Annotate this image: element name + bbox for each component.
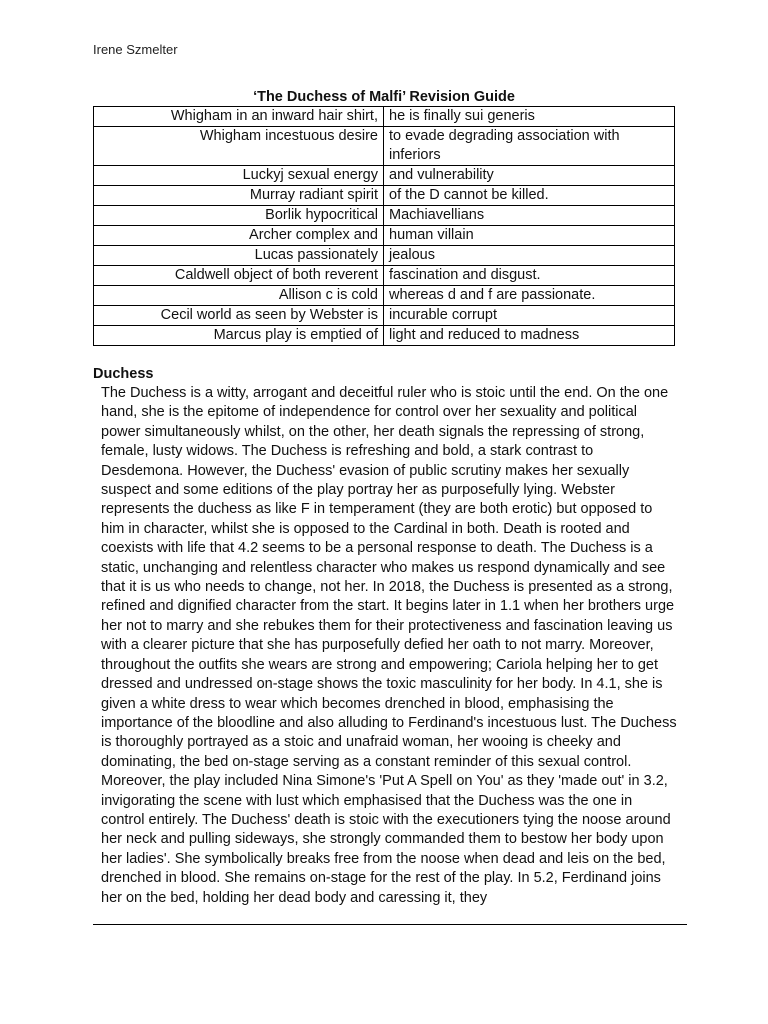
section-body-paragraph: The Duchess is a witty, arrogant and deceitful ruler who is stoic until the end. On the one hand, she is the epitome of independence for control over her sexuality and political power simultaneously whilst, on the other, her death signals the repressing of strong, female, lusty widows. The Duchess is refreshing and bold, a stark contrast to Desdemona. However, the Duchess' evasion of public scrutiny makes her sexually suspect and some editions of the play portray her as purposefully lying. Webster represents the duchess as like F in temperament (they are both erotic) but opposed to him in character, whilst she is opposed to the Cardinal in both. Death is rooted and coexists with life that 4.2 seems to be a personal response to death. The Duchess is a static, unchanging and relentless character who makes us respond dynamically and see that it is us who needs to change, not her. In 2018, the Duchess is presented as a strong, refined and dignified character from the start. It begins later in 1.1 when her brothers urge her not to marry and she rebukes them for their protectiveness and fascination leaving us with a clearer picture that she has purposefully defied her oath to not marry. Moreover, throughout the outfits she wears are strong and empowering; Cariola helping her to get dressed and undressed on-stage shows the toxic masculinity for her body. In 4.1, she is given a white dress to wear which becomes drenched in blood, emphasising the importance of the bloodline and also alluding to Ferdinand's incestuous lust. The Duchess is thoroughly portrayed as a stoic and unafraid woman, her wooing is cheeky and dominating, the bed on-stage serving as a constant reminder of this sexual control. Moreover, the play included Nina Simone's 'Put A Spell on You' as they 'made out' in 3.2, invigorating the scene with lust which emphasised that the Duchess was the one in control entirely. The Duchess' death is stoic with the executioners tying the noose around her neck and pulling sideways, she strongly commanded them to bestow her body upon her ladies'. She symbolically breaks free from the noose when dead and leis on the bed, drenched in blood. She remains on-stage for the rest of the play. In 5.2, Ferdinand joins her on the bed, holding her dead body and caressing it, they — [101, 385, 677, 906]
critic-cell: Cecil world as seen by Webster is — [94, 306, 384, 326]
quote-cell: Machiavellians — [384, 206, 675, 226]
quote-cell: to evade degrading association with inferiors — [384, 127, 675, 166]
table-row — [94, 226, 675, 246]
quote-cell: whereas d and f are passionate. — [384, 286, 675, 306]
footer-rule — [93, 924, 687, 925]
quote-cell: fascination and disgust. — [384, 266, 675, 286]
quote-cell: human villain — [384, 226, 675, 246]
author-name: Irene Szmelter — [93, 42, 178, 57]
table-row — [94, 246, 675, 266]
table-row — [94, 326, 675, 346]
table-row — [94, 166, 675, 186]
critic-cell: Luckyj sexual energy — [94, 166, 384, 186]
table-row — [94, 206, 675, 226]
critic-cell: Marcus play is emptied of — [94, 326, 384, 346]
critic-cell: Allison c is cold — [94, 286, 384, 306]
table-row — [94, 186, 675, 206]
quote-cell: jealous — [384, 246, 675, 266]
quote-cell: he is finally sui generis — [384, 107, 675, 127]
critic-cell: Murray radiant spirit — [94, 186, 384, 206]
quote-cell: and vulnerability — [384, 166, 675, 186]
quote-cell: of the D cannot be killed. — [384, 186, 675, 206]
table-row — [94, 266, 675, 286]
quote-cell: light and reduced to madness — [384, 326, 675, 346]
quote-cell: incurable corrupt — [384, 306, 675, 326]
critics-quote-table — [93, 106, 675, 346]
critic-cell: Whigham incestuous desire — [94, 127, 384, 166]
table-row — [94, 107, 675, 127]
table-row — [94, 127, 675, 166]
critic-cell: Lucas passionately — [94, 246, 384, 266]
critic-cell: Borlik hypocritical — [94, 206, 384, 226]
section-heading: Duchess — [93, 366, 154, 382]
critic-cell: Archer complex and — [94, 226, 384, 246]
critic-cell: Caldwell object of both reverent — [94, 266, 384, 286]
table-row — [94, 286, 675, 306]
critic-cell: Whigham in an inward hair shirt, — [94, 107, 384, 127]
table-row — [94, 306, 675, 326]
document-title: ‘The Duchess of Malfi’ Revision Guide — [253, 89, 515, 105]
